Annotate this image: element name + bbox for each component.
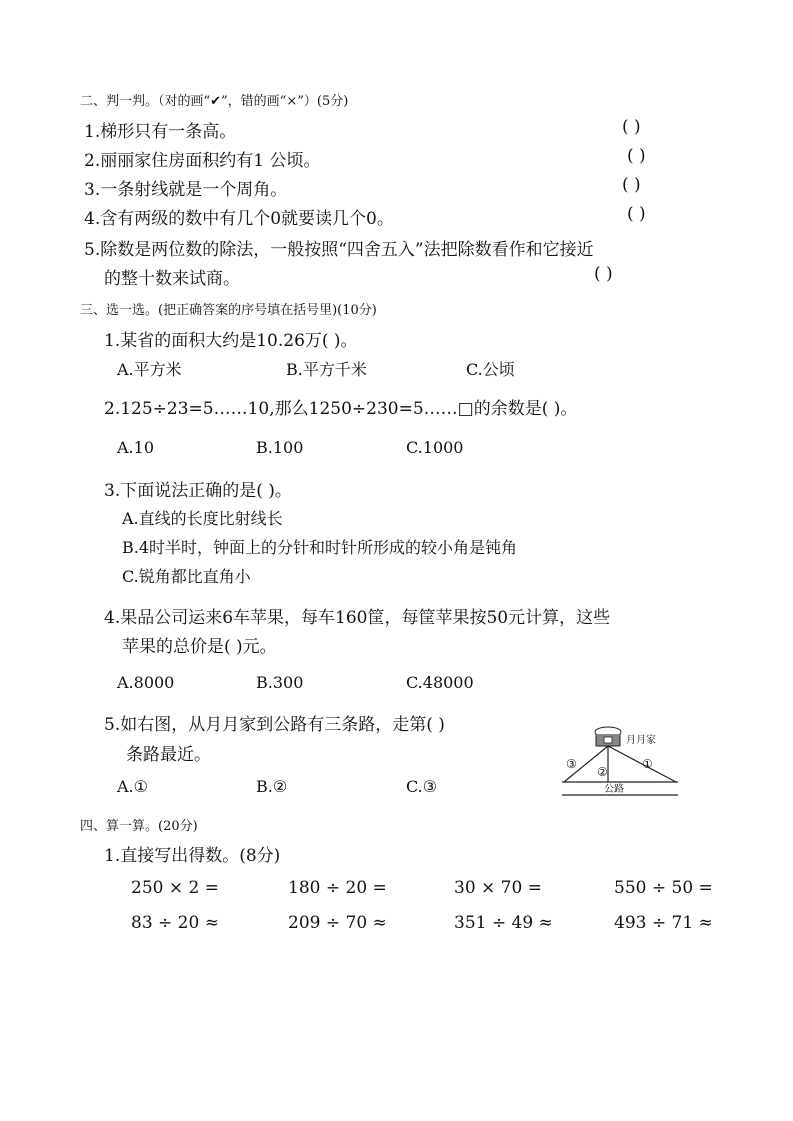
road-diagram: [560, 722, 680, 802]
choice-q4-line2: 苹果的总价是( )元。: [122, 637, 277, 657]
choice-q3-option-c[interactable]: C.锐角都比直角小: [122, 567, 251, 586]
choice-q5: 5.如右图，从月月家到公路有三条路，走第( ): [104, 715, 445, 735]
choice-q1-option-a[interactable]: A.平方米: [117, 360, 182, 379]
judge-answer-1[interactable]: ( ): [622, 117, 641, 137]
choice-q4-option-c[interactable]: C.48000: [406, 673, 474, 692]
judge-item-5: 5.除数是两位数的除法，一般按照“四舍五入”法把除数看作和它接近: [84, 240, 594, 260]
choice-q2-option-b[interactable]: B.100: [256, 438, 304, 457]
choice-q2-option-a[interactable]: A.10: [117, 438, 154, 457]
path-1-label: ①: [642, 757, 653, 771]
home-label: 月月家: [626, 735, 656, 746]
judge-item-2: 2.丽丽家住房面积约有1 公顷。: [84, 151, 321, 171]
choice-q5-option-c[interactable]: C.③: [406, 777, 438, 796]
choice-q4: 4.果品公司运来6车苹果，每车160筐，每筐苹果按50元计算，这些: [104, 608, 611, 628]
choice-q5-option-a[interactable]: A.①: [117, 777, 148, 796]
choice-q3-option-b[interactable]: B.4时半时，钟面上的分针和时针所形成的较小角是钝角: [122, 538, 518, 557]
house-icon: [595, 727, 621, 746]
road-label: 公路: [604, 784, 624, 795]
judge-item-1: 1.梯形只有一条高。: [84, 122, 237, 142]
calc-sub-1: 1.直接写出得数。(8分): [104, 846, 281, 866]
section-3-title: 三、选一选。(把正确答案的序号填在括号里)(10分): [80, 303, 377, 318]
path-2-label: ②: [597, 765, 608, 779]
calc-1-1: 250 × 2 =: [131, 878, 219, 898]
path-3-label: ③: [566, 757, 577, 771]
judge-item-5-line2: 的整十数来试商。: [104, 269, 240, 289]
judge-answer-5[interactable]: ( ): [594, 264, 613, 284]
calc-1-2: 180 ÷ 20 =: [288, 878, 387, 898]
judge-answer-2[interactable]: ( ): [627, 146, 646, 166]
section-2-title: 二、判一判。（对的画“✔”，错的画“×”）(5分): [80, 94, 349, 109]
calc-1-4: 550 ÷ 50 =: [614, 878, 713, 898]
choice-q1-option-c[interactable]: C.公顷: [466, 360, 515, 379]
choice-q3-option-a[interactable]: A.直线的长度比射线长: [122, 509, 283, 528]
choice-q5-option-b[interactable]: B.②: [256, 777, 288, 796]
choice-q4-option-a[interactable]: A.8000: [117, 673, 175, 692]
choice-q3: 3.下面说法正确的是( )。: [104, 481, 292, 501]
calc-2-4: 493 ÷ 71 ≈: [614, 913, 713, 933]
choice-q2-option-c[interactable]: C.1000: [406, 438, 464, 457]
calc-2-3: 351 ÷ 49 ≈: [454, 913, 553, 933]
choice-q5-line2: 条路最近。: [126, 745, 211, 765]
choice-q1: 1.某省的面积大约是10.26万( )。: [104, 331, 358, 351]
calc-2-2: 209 ÷ 70 ≈: [288, 913, 387, 933]
choice-q2: 2.125÷23=5……10,那么1250÷230=5……□的余数是( )。: [104, 399, 578, 419]
section-4-title: 四、算一算。(20分): [80, 819, 198, 834]
calc-1-3: 30 × 70 =: [454, 878, 542, 898]
choice-q4-option-b[interactable]: B.300: [256, 673, 304, 692]
judge-answer-3[interactable]: ( ): [622, 175, 641, 195]
judge-answer-4[interactable]: ( ): [627, 204, 646, 224]
judge-item-3: 3.一条射线就是一个周角。: [84, 180, 288, 200]
judge-item-4: 4.含有两级的数中有几个0就要读几个0。: [84, 209, 394, 229]
choice-q1-option-b[interactable]: B.平方千米: [286, 360, 367, 379]
calc-2-1: 83 ÷ 20 ≈: [131, 913, 219, 933]
